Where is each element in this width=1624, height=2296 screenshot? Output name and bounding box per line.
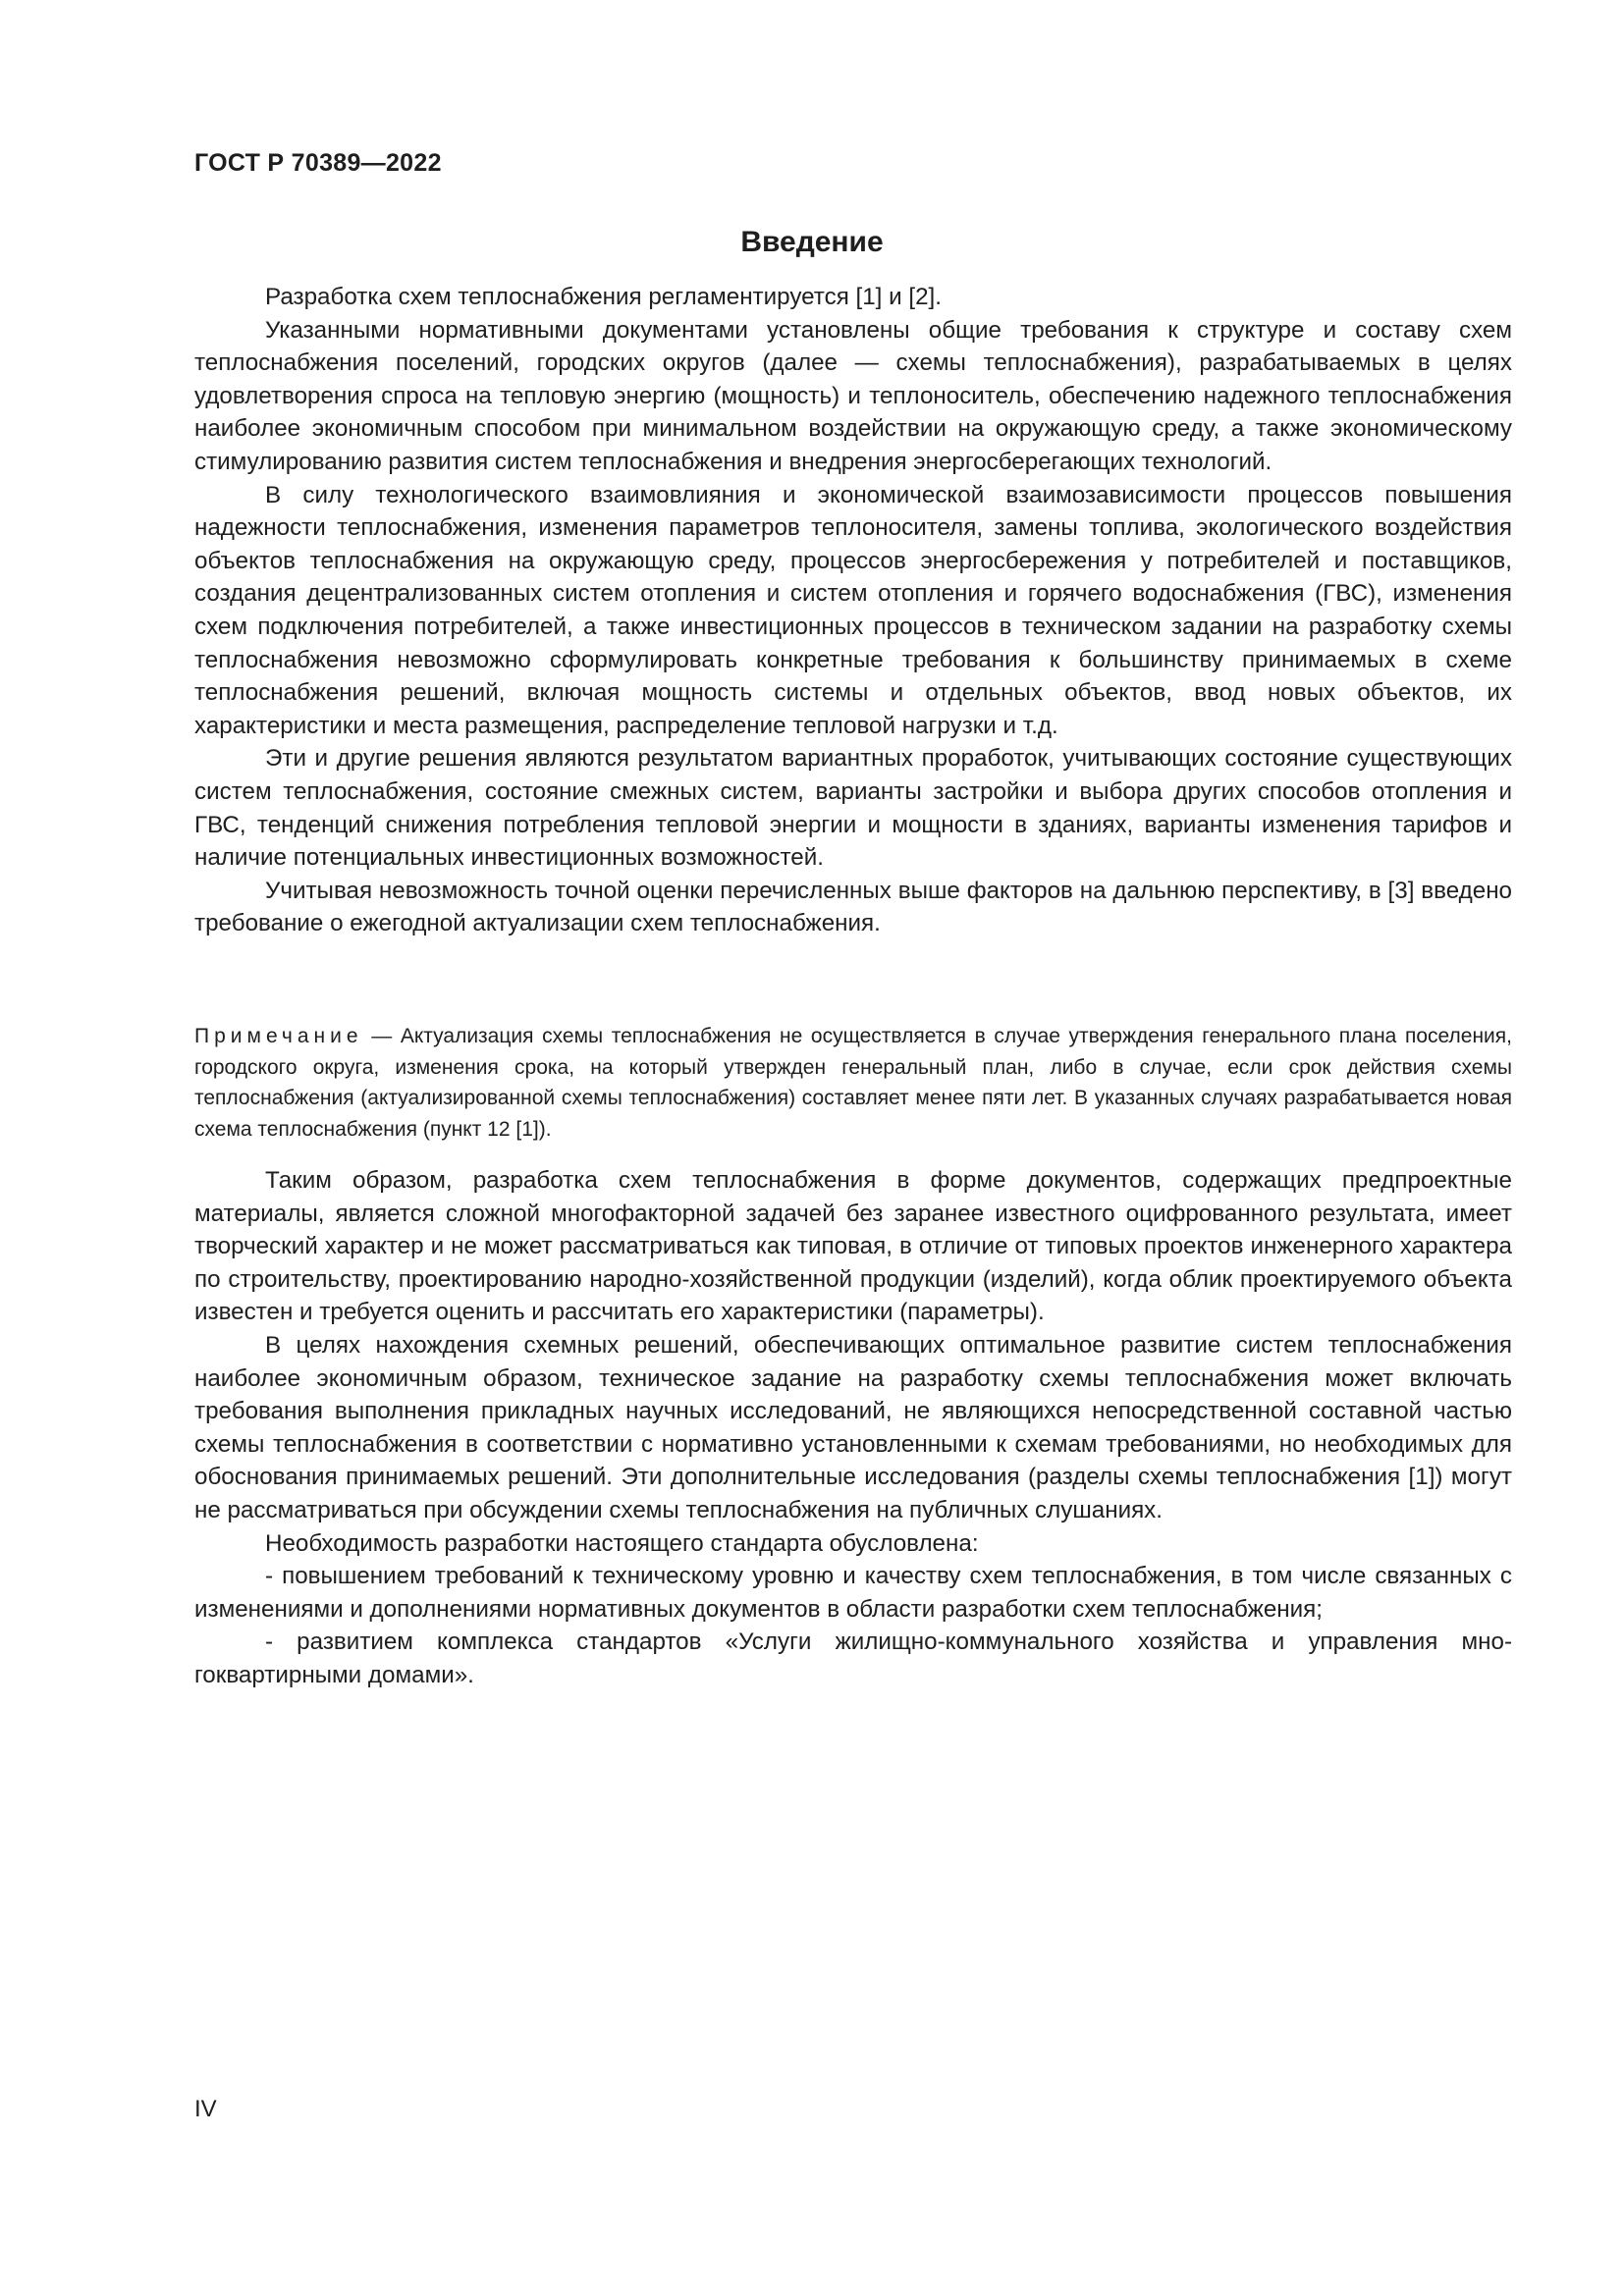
section-title: Введение xyxy=(740,226,884,258)
paragraph: В целях нахождения схемных решений, обеспечивающих оптимальное развитие систем теплоснабжения наиболее экономичным образом, техническое задание на разработку схемы теплоснабжения может включать требования выполнения прикладных научных исследований, не являющихся непосредственной составной частью схемы теплоснабжения в соответствии с нормативно установленными к схемам требованиями, но необходимых для обоснования принимаемых решений. Эти дополнительные исследования (разделы схемы теплоснабжения [1]) могут не рассматриваться при обсуждении схемы теплоснабжения на публичных слушаниях. xyxy=(194,1331,1512,1523)
page-number: IV xyxy=(194,2096,217,2122)
note-label: Примечание xyxy=(194,1025,363,1047)
body-text-top xyxy=(194,281,1512,940)
list-item: - развитием комплекса стандартов «Услуги жилищно-коммунального хозяйства и управления многоквартирными домами». xyxy=(194,1629,1512,1688)
body-text-bottom xyxy=(194,1164,1512,1692)
paragraph: Эти и другие решения являются результатом вариантных проработок, учитывающих состояние существующих систем теплоснабжения, состояние смежных систем, варианты застройки и выбора других способов отопления и ГВС, тенденций снижения потребления тепловой энергии и мощности в зданиях, варианты изменения тарифов и наличие потенциальных инвестиционных возможностей. xyxy=(194,745,1512,872)
paragraph: Указанными нормативными документами установлены общие требования к структуре и составу схем теплоснабжения поселений, городских округов (далее — схемы теплоснабжения), разрабатываемых в целях удовлетворения спроса на тепловую энергию (мощность) и теплоноситель, обеспечению надежного теплоснабжения наиболее экономичным способом при минимальном воздействии на окружающую среду, а также экономическому стимулированию развития систем теплоснабжения и внедрения энергосберегающих технологий. xyxy=(194,316,1512,475)
paragraph: В силу технологического взаимовлияния и экономической взаимозависимости процессов повышения надежности теплоснабжения, изменения параметров теплоносителя, замены топлива, экологического воздействия объектов теплоснабжения на окружающую среду, процессов энергосбережения у потребителей и поставщиков, создания децентрализованных систем отопления и систем отопления и горячего водоснабжения (ГВС), изменения схем подключения потребителей, а также инвестиционных процессов в техническом задании на разработку схемы теплоснабжения невозможно сформулировать конкретные требования к большинству принимаемых в схеме теплоснабжения решений, включая мощность системы и отдельных объектов, ввод новых объектов, их характеристики и места размещения, распределение тепловой нагрузки и т.д. xyxy=(194,481,1512,739)
note-text: — Актуализация схемы теплоснабжения не осуществляется в случае утверждения генерального плана поселения, городского округа, изменения срока, на который утвержден генеральный план, либо в случае, если срок действия схемы теплоснабжения (актуализированной схемы теплоснабжения) составляет менее пяти лет. В указанных случаях разрабатывается новая схема теплоснабжения (пункт 12 [1]). xyxy=(194,1025,1512,1141)
document-id: ГОСТ Р 70389—2022 xyxy=(194,149,442,177)
paragraph: Учитывая невозможность точной оценки перечисленных выше факторов на дальнюю перспективу, в [3] введено требование о ежегодной актуализации схем теплоснабжения. xyxy=(194,877,1512,937)
paragraph: Таким образом, разработка схем теплоснабжения в форме документов, содержащих предпроектные материалы, является сложной многофакторной задачей без заранее известного оцифрованного результата, имеет творческий характер и не может рассматриваться как типовая, в отличие от типовых проектов инженерного характера по строительству, проектированию народно-хозяйственной продукции (изделий), когда облик проектируемого объекта известен и требуется оценить и рассчитать его характеристики (параметры). xyxy=(194,1167,1512,1326)
note-paragraph xyxy=(194,1021,1512,1145)
paragraph: Необходимость разработки настоящего стандарта обусловлена: xyxy=(265,1529,979,1557)
paragraph: Разработка схем теплоснабжения регламентируется [1] и [2]. xyxy=(265,284,942,310)
list-item: - повышением требований к техническому уровню и качеству схем теплоснабжения, в том числе связанных с изменениями и дополнениями нормативных документов в области разработки схем теплоснабжения; xyxy=(194,1563,1512,1623)
note-block xyxy=(194,1021,1512,1145)
